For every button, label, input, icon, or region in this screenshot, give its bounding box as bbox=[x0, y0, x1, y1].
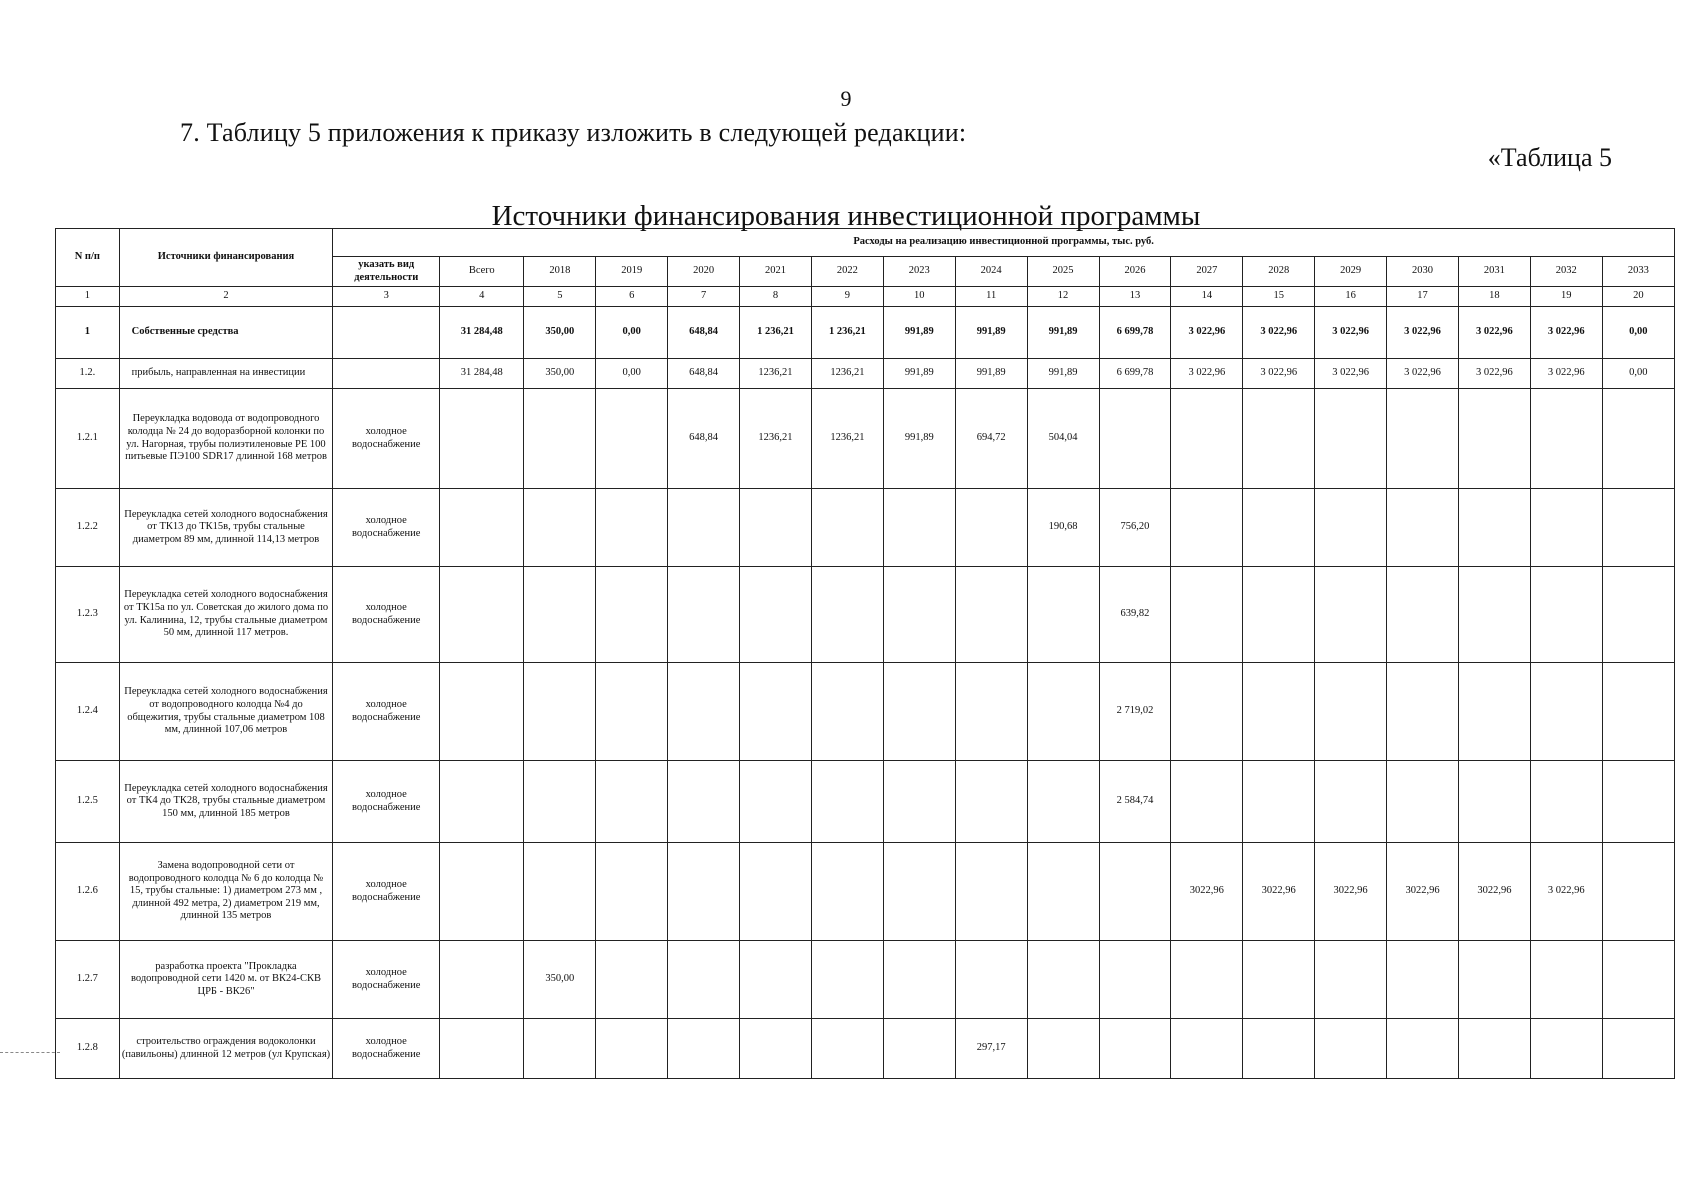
year-value-cell: 350,00 bbox=[524, 307, 596, 359]
year-value-cell: 6 699,78 bbox=[1099, 307, 1171, 359]
column-number: 14 bbox=[1171, 287, 1243, 307]
year-value-cell: 3022,96 bbox=[1171, 843, 1243, 941]
year-value-cell bbox=[955, 489, 1027, 567]
column-number: 10 bbox=[883, 287, 955, 307]
header-year: 2021 bbox=[740, 257, 812, 287]
year-value-cell: 3 022,96 bbox=[1458, 359, 1530, 389]
year-value-cell bbox=[1027, 941, 1099, 1019]
year-value-cell bbox=[740, 489, 812, 567]
year-value-cell: 639,82 bbox=[1099, 567, 1171, 663]
year-value-cell bbox=[1602, 489, 1674, 567]
column-number: 13 bbox=[1099, 287, 1171, 307]
year-value-cell bbox=[1315, 941, 1387, 1019]
year-value-cell bbox=[1602, 1019, 1674, 1079]
table-row bbox=[56, 941, 1675, 1019]
year-value-cell bbox=[740, 941, 812, 1019]
year-value-cell: 3 022,96 bbox=[1387, 307, 1459, 359]
year-value-cell bbox=[811, 567, 883, 663]
header-year: 2024 bbox=[955, 257, 1027, 287]
source-name: Собственные средства bbox=[119, 307, 333, 359]
year-value-cell bbox=[1530, 489, 1602, 567]
table-title: Источники финансирования инвестиционной программы bbox=[491, 200, 1201, 232]
column-number: 7 bbox=[668, 287, 740, 307]
year-value-cell bbox=[1099, 941, 1171, 1019]
row-number: 1.2.7 bbox=[56, 941, 120, 1019]
margin-dash bbox=[0, 1052, 60, 1053]
header-year: 2033 bbox=[1602, 257, 1674, 287]
year-value-cell: 648,84 bbox=[668, 307, 740, 359]
header-year: 2018 bbox=[524, 257, 596, 287]
year-value-cell bbox=[668, 663, 740, 761]
year-value-cell: 0,00 bbox=[1602, 307, 1674, 359]
year-value-cell bbox=[1387, 567, 1459, 663]
column-number: 5 bbox=[524, 287, 596, 307]
source-name: Замена водопроводной сети от водопроводного колодца № 6 до колодца № 15, трубы стальные: 1) диаметром 273 мм , длинной 492 метра, 2) диаметром 219 мм, длинной 135 метров bbox=[119, 843, 333, 941]
year-value-cell bbox=[596, 567, 668, 663]
table-row bbox=[56, 761, 1675, 843]
year-value-cell bbox=[1027, 567, 1099, 663]
year-value-cell bbox=[524, 567, 596, 663]
year-value-cell: 648,84 bbox=[668, 389, 740, 489]
year-value-cell: 3022,96 bbox=[1458, 843, 1530, 941]
year-value-cell: 991,89 bbox=[955, 359, 1027, 389]
year-value-cell bbox=[1171, 567, 1243, 663]
header-year: 2023 bbox=[883, 257, 955, 287]
year-value-cell bbox=[740, 1019, 812, 1079]
year-value-cell bbox=[1458, 567, 1530, 663]
year-value-cell bbox=[811, 761, 883, 843]
year-value-cell: 991,89 bbox=[1027, 307, 1099, 359]
year-value-cell bbox=[1099, 843, 1171, 941]
header-year: 2026 bbox=[1099, 257, 1171, 287]
header-source: Источники финансирования bbox=[119, 229, 333, 287]
year-value-cell bbox=[811, 663, 883, 761]
header-expenses: Расходы на реализацию инвестиционной программы, тыс. руб. bbox=[333, 229, 1675, 257]
year-value-cell bbox=[1171, 663, 1243, 761]
table-row bbox=[56, 359, 1675, 389]
year-value-cell bbox=[955, 843, 1027, 941]
year-value-cell bbox=[811, 941, 883, 1019]
year-value-cell: 3022,96 bbox=[1387, 843, 1459, 941]
year-value-cell bbox=[1243, 489, 1315, 567]
year-value-cell bbox=[1099, 1019, 1171, 1079]
year-value-cell bbox=[524, 389, 596, 489]
year-value-cell bbox=[1315, 567, 1387, 663]
source-name: Переукладка сетей холодного водоснабжения от ТК13 до ТК15в, трубы стальные диаметром 89 мм, длинной 114,13 метров bbox=[119, 489, 333, 567]
header-year: 2032 bbox=[1530, 257, 1602, 287]
year-value-cell bbox=[596, 761, 668, 843]
year-value-cell bbox=[1027, 1019, 1099, 1079]
column-number: 3 bbox=[333, 287, 440, 307]
column-number: 2 bbox=[119, 287, 333, 307]
year-value-cell bbox=[1602, 761, 1674, 843]
year-value-cell bbox=[596, 489, 668, 567]
year-value-cell: 3 022,96 bbox=[1530, 843, 1602, 941]
page-number: 9 bbox=[840, 86, 852, 111]
year-value-cell bbox=[1171, 389, 1243, 489]
column-number: 6 bbox=[596, 287, 668, 307]
year-value-cell bbox=[1458, 389, 1530, 489]
year-value-cell: 3 022,96 bbox=[1171, 359, 1243, 389]
year-value-cell: 1236,21 bbox=[740, 389, 812, 489]
year-value-cell: 504,04 bbox=[1027, 389, 1099, 489]
financing-table-wrapper bbox=[55, 228, 1675, 1079]
year-value-cell: 350,00 bbox=[524, 941, 596, 1019]
year-value-cell bbox=[1458, 489, 1530, 567]
year-value-cell bbox=[811, 843, 883, 941]
column-number: 15 bbox=[1243, 287, 1315, 307]
year-value-cell: 3022,96 bbox=[1243, 843, 1315, 941]
column-number: 17 bbox=[1387, 287, 1459, 307]
year-value-cell bbox=[1171, 941, 1243, 1019]
year-value-cell bbox=[883, 663, 955, 761]
header-year: 2027 bbox=[1171, 257, 1243, 287]
column-number: 20 bbox=[1602, 287, 1674, 307]
year-value-cell bbox=[1315, 663, 1387, 761]
year-value-cell: 3 022,96 bbox=[1243, 359, 1315, 389]
document-heading: 7. Таблицу 5 приложения к приказу изложить в следующей редакции: bbox=[180, 118, 967, 147]
year-value-cell: 1 236,21 bbox=[740, 307, 812, 359]
year-value-cell bbox=[524, 1019, 596, 1079]
year-value-cell: 3022,96 bbox=[1315, 843, 1387, 941]
column-number: 12 bbox=[1027, 287, 1099, 307]
year-value-cell bbox=[1243, 389, 1315, 489]
year-value-cell bbox=[1387, 761, 1459, 843]
activity-type bbox=[333, 307, 440, 359]
year-value-cell bbox=[1315, 389, 1387, 489]
year-value-cell bbox=[1530, 941, 1602, 1019]
year-value-cell bbox=[740, 567, 812, 663]
activity-type: холодное водоснабжение bbox=[333, 389, 440, 489]
year-value-cell: 1236,21 bbox=[811, 359, 883, 389]
year-value-cell bbox=[883, 489, 955, 567]
year-value-cell bbox=[740, 843, 812, 941]
table-row bbox=[56, 307, 1675, 359]
year-value-cell bbox=[1027, 663, 1099, 761]
column-number-row bbox=[56, 287, 1675, 307]
column-number: 11 bbox=[955, 287, 1027, 307]
year-value-cell bbox=[883, 843, 955, 941]
year-value-cell bbox=[1315, 761, 1387, 843]
year-value-cell: 6 699,78 bbox=[1099, 359, 1171, 389]
year-value-cell bbox=[1027, 843, 1099, 941]
header-year: 2031 bbox=[1458, 257, 1530, 287]
year-value-cell bbox=[1171, 489, 1243, 567]
column-number: 4 bbox=[440, 287, 524, 307]
year-value-cell: 991,89 bbox=[883, 359, 955, 389]
year-value-cell: 3 022,96 bbox=[1243, 307, 1315, 359]
header-year: 2019 bbox=[596, 257, 668, 287]
year-value-cell bbox=[1243, 1019, 1315, 1079]
header-row-1 bbox=[56, 229, 1675, 257]
row-number: 1.2.3 bbox=[56, 567, 120, 663]
source-name: разработка проекта "Прокладка водопроводной сети 1420 м. от ВК24-СКВ ЦРБ - ВК26" bbox=[119, 941, 333, 1019]
year-value-cell bbox=[955, 941, 1027, 1019]
year-value-cell bbox=[1530, 761, 1602, 843]
total-cell bbox=[440, 843, 524, 941]
year-value-cell bbox=[811, 489, 883, 567]
activity-type: холодное водоснабжение bbox=[333, 761, 440, 843]
column-number: 19 bbox=[1530, 287, 1602, 307]
year-value-cell bbox=[524, 489, 596, 567]
source-name: прибыль, направленная на инвестиции bbox=[119, 359, 333, 389]
year-value-cell bbox=[524, 761, 596, 843]
year-value-cell bbox=[1171, 761, 1243, 843]
year-value-cell bbox=[1530, 389, 1602, 489]
year-value-cell: 0,00 bbox=[596, 307, 668, 359]
year-value-cell bbox=[1387, 941, 1459, 1019]
total-cell bbox=[440, 761, 524, 843]
year-value-cell bbox=[1243, 567, 1315, 663]
year-value-cell bbox=[1243, 663, 1315, 761]
total-cell bbox=[440, 663, 524, 761]
year-value-cell: 3 022,96 bbox=[1171, 307, 1243, 359]
year-value-cell bbox=[1602, 663, 1674, 761]
header-year: 2028 bbox=[1243, 257, 1315, 287]
header-num: N п/п bbox=[56, 229, 120, 287]
year-value-cell: 991,89 bbox=[883, 307, 955, 359]
activity-type: холодное водоснабжение bbox=[333, 1019, 440, 1079]
total-cell: 31 284,48 bbox=[440, 359, 524, 389]
activity-type bbox=[333, 359, 440, 389]
row-number: 1.2.8 bbox=[56, 1019, 120, 1079]
year-value-cell: 694,72 bbox=[955, 389, 1027, 489]
source-name: Переукладка сетей холодного водоснабжения от ТК4 до ТК28, трубы стальные диаметром 150 мм, длинной 185 метров bbox=[119, 761, 333, 843]
row-number: 1.2.5 bbox=[56, 761, 120, 843]
row-number: 1.2.2 bbox=[56, 489, 120, 567]
year-value-cell: 1236,21 bbox=[740, 359, 812, 389]
column-number: 9 bbox=[811, 287, 883, 307]
total-cell bbox=[440, 389, 524, 489]
source-name: Переукладка сетей холодного водоснабжения от ТК15а по ул. Советская до жилого дома по ул. Калинина, 12, трубы стальные диаметром 50 мм, длинной 117 метров. bbox=[119, 567, 333, 663]
row-number: 1 bbox=[56, 307, 120, 359]
year-value-cell bbox=[955, 567, 1027, 663]
column-number: 1 bbox=[56, 287, 120, 307]
year-value-cell bbox=[596, 389, 668, 489]
year-value-cell bbox=[1387, 389, 1459, 489]
header-year: 2025 bbox=[1027, 257, 1099, 287]
table-row bbox=[56, 843, 1675, 941]
year-value-cell bbox=[1387, 1019, 1459, 1079]
year-value-cell: 1 236,21 bbox=[811, 307, 883, 359]
header-activity: указать вид деятельности bbox=[333, 257, 440, 287]
year-value-cell: 350,00 bbox=[524, 359, 596, 389]
total-cell bbox=[440, 489, 524, 567]
year-value-cell: 2 584,74 bbox=[1099, 761, 1171, 843]
row-number: 1.2.1 bbox=[56, 389, 120, 489]
row-number: 1.2.4 bbox=[56, 663, 120, 761]
total-cell bbox=[440, 1019, 524, 1079]
year-value-cell bbox=[1027, 761, 1099, 843]
year-value-cell bbox=[1458, 663, 1530, 761]
table-row bbox=[56, 1019, 1675, 1079]
year-value-cell: 297,17 bbox=[955, 1019, 1027, 1079]
source-name: строительство ограждения водоколонки (павильоны) длинной 12 метров (ул Крупская) bbox=[119, 1019, 333, 1079]
row-number: 1.2. bbox=[56, 359, 120, 389]
year-value-cell: 0,00 bbox=[1602, 359, 1674, 389]
table-row bbox=[56, 389, 1675, 489]
year-value-cell bbox=[1602, 843, 1674, 941]
year-value-cell bbox=[668, 567, 740, 663]
year-value-cell bbox=[1602, 941, 1674, 1019]
column-number: 18 bbox=[1458, 287, 1530, 307]
year-value-cell bbox=[955, 761, 1027, 843]
year-value-cell bbox=[668, 1019, 740, 1079]
year-value-cell: 991,89 bbox=[955, 307, 1027, 359]
year-value-cell bbox=[668, 843, 740, 941]
year-value-cell: 3 022,96 bbox=[1387, 359, 1459, 389]
year-value-cell bbox=[1602, 389, 1674, 489]
year-value-cell: 991,89 bbox=[1027, 359, 1099, 389]
table-row bbox=[56, 489, 1675, 567]
year-value-cell: 190,68 bbox=[1027, 489, 1099, 567]
year-value-cell bbox=[524, 843, 596, 941]
financing-table bbox=[55, 228, 1675, 1079]
year-value-cell bbox=[1458, 1019, 1530, 1079]
year-value-cell: 3 022,96 bbox=[1530, 359, 1602, 389]
table-row bbox=[56, 567, 1675, 663]
header-year: 2020 bbox=[668, 257, 740, 287]
header-year: 2030 bbox=[1387, 257, 1459, 287]
year-value-cell bbox=[1458, 761, 1530, 843]
header-total: Всего bbox=[440, 257, 524, 287]
year-value-cell bbox=[1530, 567, 1602, 663]
year-value-cell bbox=[1171, 1019, 1243, 1079]
year-value-cell: 3 022,96 bbox=[1530, 307, 1602, 359]
year-value-cell: 991,89 bbox=[883, 389, 955, 489]
year-value-cell: 0,00 bbox=[596, 359, 668, 389]
column-number: 8 bbox=[740, 287, 812, 307]
year-value-cell bbox=[1530, 1019, 1602, 1079]
table-row bbox=[56, 663, 1675, 761]
source-name: Переукладка сетей холодного водоснабжения от водопроводного колодца №4 до общежития, трубы стальные диаметром 108 мм, длинной 107,06 метров bbox=[119, 663, 333, 761]
year-value-cell bbox=[1387, 663, 1459, 761]
year-value-cell bbox=[883, 1019, 955, 1079]
year-value-cell bbox=[1315, 489, 1387, 567]
year-value-cell bbox=[955, 663, 1027, 761]
total-cell bbox=[440, 567, 524, 663]
year-value-cell bbox=[1099, 389, 1171, 489]
year-value-cell bbox=[668, 941, 740, 1019]
year-value-cell bbox=[596, 663, 668, 761]
year-value-cell bbox=[524, 663, 596, 761]
year-value-cell: 1236,21 bbox=[811, 389, 883, 489]
year-value-cell bbox=[740, 663, 812, 761]
header-year: 2029 bbox=[1315, 257, 1387, 287]
year-value-cell: 3 022,96 bbox=[1458, 307, 1530, 359]
activity-type: холодное водоснабжение bbox=[333, 489, 440, 567]
year-value-cell bbox=[1458, 941, 1530, 1019]
year-value-cell bbox=[1602, 567, 1674, 663]
header-year: 2022 bbox=[811, 257, 883, 287]
year-value-cell bbox=[596, 1019, 668, 1079]
row-number: 1.2.6 bbox=[56, 843, 120, 941]
total-cell: 31 284,48 bbox=[440, 307, 524, 359]
year-value-cell bbox=[883, 761, 955, 843]
year-value-cell bbox=[1530, 663, 1602, 761]
source-name: Переукладка водовода от водопроводного колодца № 24 до водоразборной колонки по ул. Нагорная, трубы полиэтиленовые PE 100 питьевые ПЭ100 SDR17 длинной 168 метров bbox=[119, 389, 333, 489]
total-cell bbox=[440, 941, 524, 1019]
year-value-cell bbox=[811, 1019, 883, 1079]
year-value-cell bbox=[883, 567, 955, 663]
year-value-cell bbox=[668, 761, 740, 843]
year-value-cell bbox=[1315, 1019, 1387, 1079]
table-label: «Таблица 5 bbox=[1487, 143, 1612, 172]
year-value-cell: 756,20 bbox=[1099, 489, 1171, 567]
year-value-cell: 3 022,96 bbox=[1315, 359, 1387, 389]
year-value-cell bbox=[740, 761, 812, 843]
activity-type: холодное водоснабжение bbox=[333, 843, 440, 941]
year-value-cell bbox=[1387, 489, 1459, 567]
year-value-cell bbox=[1243, 761, 1315, 843]
activity-type: холодное водоснабжение bbox=[333, 941, 440, 1019]
year-value-cell bbox=[596, 941, 668, 1019]
year-value-cell bbox=[883, 941, 955, 1019]
activity-type: холодное водоснабжение bbox=[333, 567, 440, 663]
year-value-cell bbox=[596, 843, 668, 941]
year-value-cell: 2 719,02 bbox=[1099, 663, 1171, 761]
year-value-cell: 648,84 bbox=[668, 359, 740, 389]
year-value-cell bbox=[1243, 941, 1315, 1019]
year-value-cell bbox=[668, 489, 740, 567]
column-number: 16 bbox=[1315, 287, 1387, 307]
year-value-cell: 3 022,96 bbox=[1315, 307, 1387, 359]
activity-type: холодное водоснабжение bbox=[333, 663, 440, 761]
